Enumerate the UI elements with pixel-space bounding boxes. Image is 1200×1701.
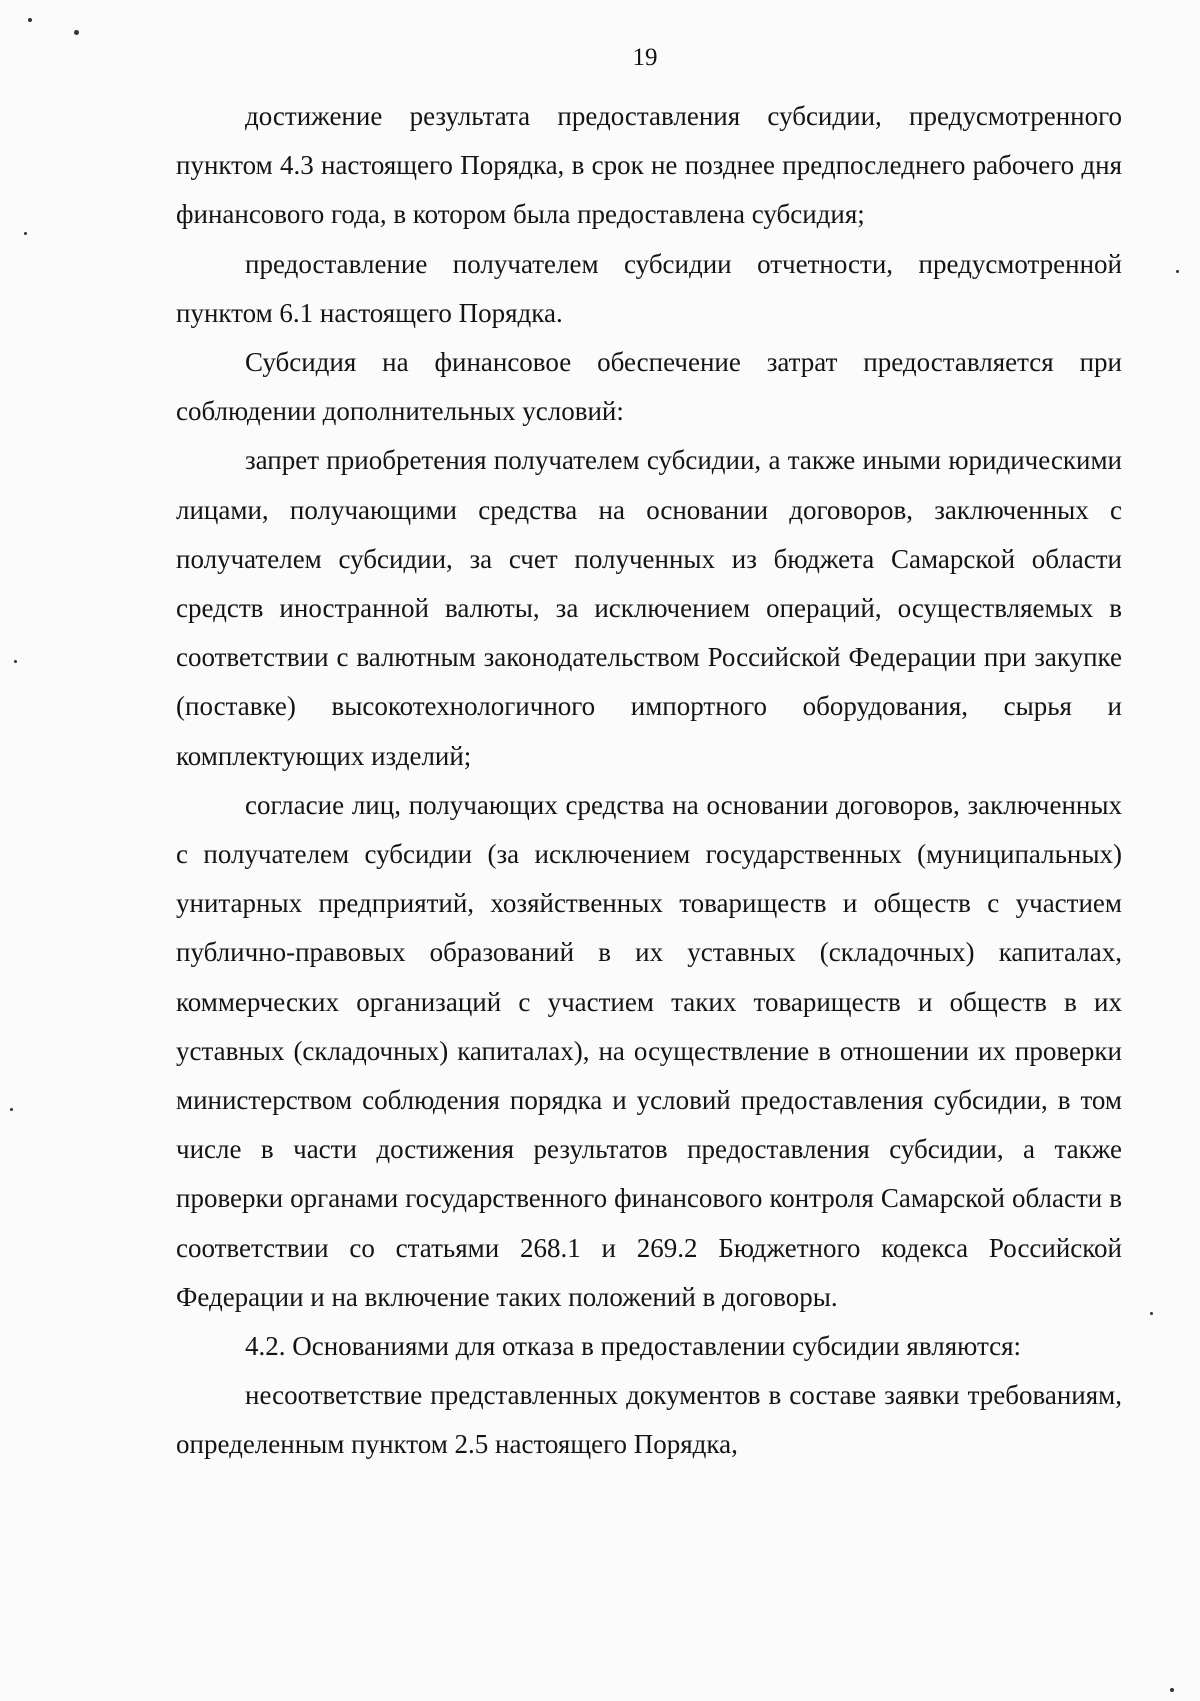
scan-speck (1150, 1312, 1153, 1315)
scan-speck (14, 660, 17, 663)
scan-speck (1176, 270, 1179, 273)
paragraph: предоставление получателем субсидии отчетности, предусмотренной пунктом 6.1 настоящего Порядка. (176, 248, 1122, 328)
paragraph: согласие лиц, получающих средства на основании договоров, заключенных с получателем субсидии (за исключением государственных (муниципальных) унитарных предприятий, хозяйственных товариществ и обществ с участием публично-правовых образований в их уставных (складочных) капиталах, коммерческих организаций с участием таких товариществ и обществ в их уставных (складочных) капиталах), на осуществление в отношении их проверки министерством соблюдения порядка и условий предоставления субсидии, в том числе в части достижения результатов предоставления субсидии, а также проверки органами государственного финансового контроля Самарской области в соответствии со статьями 268.1 и 269.2 Бюджетного кодекса Российской Федерации и на включение таких положений в договоры. (176, 789, 1122, 1312)
scan-speck (24, 232, 27, 235)
paragraph: несоответствие представленных документов в составе заявки требованиям, определенным пунктом 2.5 настоящего Порядка, (176, 1380, 1122, 1460)
scan-speck (28, 18, 32, 22)
paragraph: запрет приобретения получателем субсидии, а также иными юридическими лицами, получающими средства на основании договоров, заключенных с получателем субсидии, за счет полученных из бюджета Самарской области средств иностранной валюты, за исключением операций, осуществляемых в соответствии с валютным законодательством Российской Федерации при закупке (поставке) высокотехнологичного импортного оборудования, сырья и комплектующих изделий; (176, 445, 1122, 771)
paragraph: 4.2. Основаниями для отказа в предоставлении субсидии являются: (245, 1331, 1021, 1362)
scan-speck (10, 1108, 13, 1111)
page-number: 19 (632, 44, 658, 71)
scan-speck (74, 30, 79, 35)
body-text (176, 92, 1122, 1470)
paragraph: достижение результата предоставления субсидии, предусмотренного пунктом 4.3 настоящего Порядка, в срок не позднее предпоследнего рабочего дня финансового года, в котором была предоставлена субсидия; (176, 101, 1122, 230)
paragraph: Субсидия на финансовое обеспечение затрат предоставляется при соблюдении дополнительных условий: (176, 347, 1122, 427)
scan-speck (1170, 1688, 1174, 1692)
